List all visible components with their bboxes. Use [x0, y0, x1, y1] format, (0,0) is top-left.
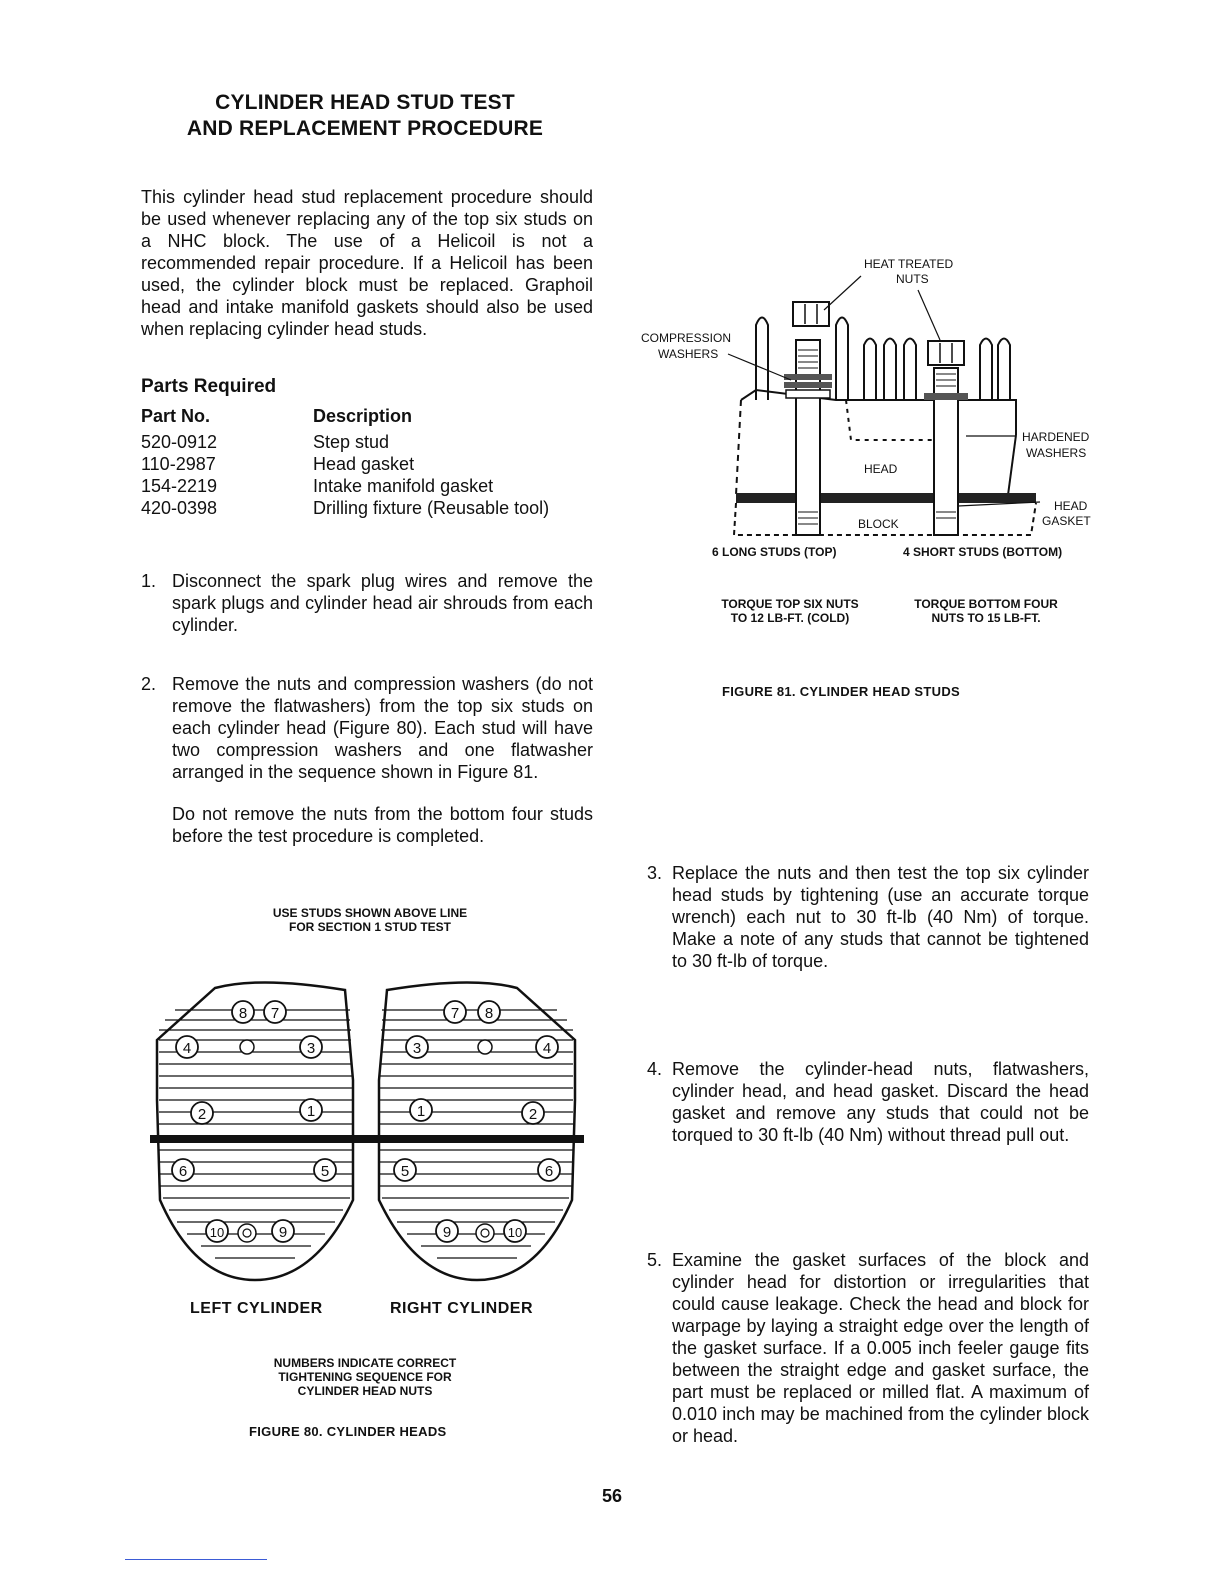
step-5 [647, 1249, 1089, 1447]
part-number: 420-0398 [141, 498, 218, 518]
step-text: Remove the nuts and compression washers (do not remove the flatwashers) from the top six studs on each cylinder head (Figure 80). Each stud will have two compression washers and one flatwasher arranged in the sequence shown in Figure 81. [172, 674, 593, 782]
intro-paragraph: This cylinder head stud replacement procedure should be used whenever replacing any of the top six studs on a NHC block. The use of a Helicoil is not a recommended repair procedure. If a Helicoil has been used, the cylinder block must be replaced. Graphoil head and intake manifold gaskets should also be used when replacing cylinder head studs. [141, 187, 593, 339]
part-description: Intake manifold gasket [313, 476, 494, 496]
figure-81-caption: FIGURE 81. CYLINDER HEAD STUDS [722, 684, 960, 699]
part-number: 154-2219 [141, 476, 218, 496]
table-row [141, 453, 549, 475]
right-stud-9: 9 [442, 1224, 452, 1241]
label-long-studs: 6 LONG STUDS (TOP) [712, 545, 837, 559]
page-number: 56 [602, 1486, 623, 1506]
step-number: 3. [647, 863, 663, 883]
right-stud-7: 7 [450, 1005, 460, 1022]
step-number: 2. [141, 674, 157, 694]
right-stud-8: 8 [484, 1005, 494, 1022]
label-short-studs: 4 SHORT STUDS (BOTTOM) [903, 545, 1063, 559]
step-1 [141, 570, 593, 636]
fig80-note [240, 906, 500, 934]
part-number: 110-2987 [141, 454, 216, 474]
sequence-note-line-3: CYLINDER HEAD NUTS [297, 1384, 433, 1398]
left-stud-8: 8 [238, 1005, 248, 1022]
sequence-note [230, 1356, 500, 1398]
label-head: HEAD [864, 462, 898, 476]
torque-top-note [700, 597, 880, 625]
col-part-no: Part No. [141, 406, 211, 426]
part-description: Head gasket [313, 454, 415, 474]
right-stud-6: 6 [544, 1163, 554, 1180]
part-description: Step stud [313, 432, 390, 452]
label-washers: WASHERS [658, 347, 719, 361]
torque-bottom-line-2: NUTS TO 15 LB-FT. [931, 611, 1041, 625]
spark-plug-hole-icon [240, 1040, 254, 1054]
step-number [141, 803, 172, 847]
spark-plug-hole-icon [478, 1040, 492, 1054]
parts-heading: Parts Required [141, 376, 277, 397]
step-number: 4. [647, 1059, 663, 1079]
table-row [141, 431, 549, 453]
torque-top-line-1: TORQUE TOP SIX NUTS [721, 597, 859, 611]
right-stud-3: 3 [412, 1040, 422, 1057]
figure-80-diagram [145, 980, 590, 1295]
step-text: Do not remove the nuts from the bottom four studs before the test procedure is completed. [172, 804, 593, 846]
left-cylinder-label: LEFT CYLINDER [190, 1300, 323, 1317]
step-2 [141, 673, 593, 783]
test-divider-line [150, 1135, 584, 1143]
table-row [141, 475, 549, 497]
step-text: Remove the cylinder-head nuts, flatwashers, cylinder head, and head gasket. Discard the head gasket and remove any studs that could not be torqued to 30 ft-lb (40 Nm) without thread pull out. [672, 1059, 1089, 1145]
left-stud-10: 10 [209, 1225, 225, 1240]
fig80-note-line-2: FOR SECTION 1 STUD TEST [288, 920, 451, 934]
left-stud-6: 6 [178, 1163, 188, 1180]
left-stud-2: 2 [197, 1106, 207, 1123]
page-title [140, 90, 590, 142]
fig80-note-line-1: USE STUDS SHOWN ABOVE LINE [272, 906, 468, 920]
left-stud-1: 1 [306, 1103, 316, 1120]
step-text: Replace the nuts and then test the top six cylinder head studs by tightening (use an accurate torque wrench) each nut to 30 ft-lb (40 Nm) of torque. Make a note of any studs that cannot be tightened to 30 ft-lb of torque. [672, 863, 1089, 971]
figure-80-caption: FIGURE 80. CYLINDER HEADS [249, 1424, 447, 1439]
right-stud-4: 4 [542, 1040, 552, 1057]
torque-top-line-2: TO 12 LB-FT. (COLD) [730, 611, 850, 625]
right-cylinder-label: RIGHT CYLINDER [390, 1300, 533, 1317]
left-stud-3: 3 [306, 1040, 316, 1057]
col-description: Description [313, 406, 413, 426]
step-3 [647, 862, 1089, 972]
table-row [141, 497, 549, 519]
left-stud-5: 5 [320, 1163, 330, 1180]
step-text: Disconnect the spark plug wires and remove the spark plugs and cylinder head air shrouds from each cylinder. [172, 571, 593, 635]
step-number: 1. [141, 571, 157, 591]
label-head-gasket-1: HEAD [1054, 499, 1088, 513]
head-gasket [736, 493, 1036, 503]
label-nuts: NUTS [896, 272, 929, 286]
torque-bottom-note [896, 597, 1076, 625]
left-stud-7: 7 [270, 1005, 280, 1022]
title-line-1: CYLINDER HEAD STUD TEST [215, 91, 515, 114]
sequence-note-line-1: NUMBERS INDICATE CORRECT [273, 1356, 457, 1370]
footer-rule [125, 1559, 267, 1560]
step-2-note [141, 803, 593, 847]
torque-bottom-line-1: TORQUE BOTTOM FOUR [914, 597, 1058, 611]
label-head-gasket-2: GASKET [1042, 514, 1091, 528]
label-hardened-washers: WASHERS [1026, 446, 1087, 460]
right-stud-2: 2 [528, 1106, 538, 1123]
step-text: Examine the gasket surfaces of the block and cylinder head for distortion or irregularities that could cause leakage. Check the head and block for warpage by laying a straight edge over the length of the gasket surface. If a 0.005 inch feeler gauge fits between the straight edge and gasket surface, the part must be replaced or milled flat. A maximum of 0.010 inch may be machined from the cylinder block or head. [672, 1250, 1089, 1446]
right-stud-10: 10 [507, 1225, 523, 1240]
left-stud-9: 9 [278, 1224, 288, 1241]
figure-81-diagram [636, 250, 1106, 550]
step-4 [647, 1058, 1089, 1146]
label-compression: COMPRESSION [641, 331, 732, 345]
step-number: 5. [647, 1250, 663, 1270]
right-stud-5: 5 [400, 1163, 410, 1180]
parts-table-header [141, 405, 549, 431]
label-block: BLOCK [858, 517, 899, 531]
title-line-2: AND REPLACEMENT PROCEDURE [186, 117, 544, 140]
sequence-note-line-2: TIGHTENING SEQUENCE FOR [278, 1370, 452, 1384]
part-number: 520-0912 [141, 432, 218, 452]
right-stud-1: 1 [416, 1103, 426, 1120]
left-stud-4: 4 [182, 1040, 192, 1057]
label-heat-treated: HEAT TREATED [864, 257, 954, 271]
label-hardened: HARDENED [1022, 430, 1090, 444]
part-description: Drilling fixture (Reusable tool) [313, 498, 550, 518]
parts-table [141, 405, 549, 519]
